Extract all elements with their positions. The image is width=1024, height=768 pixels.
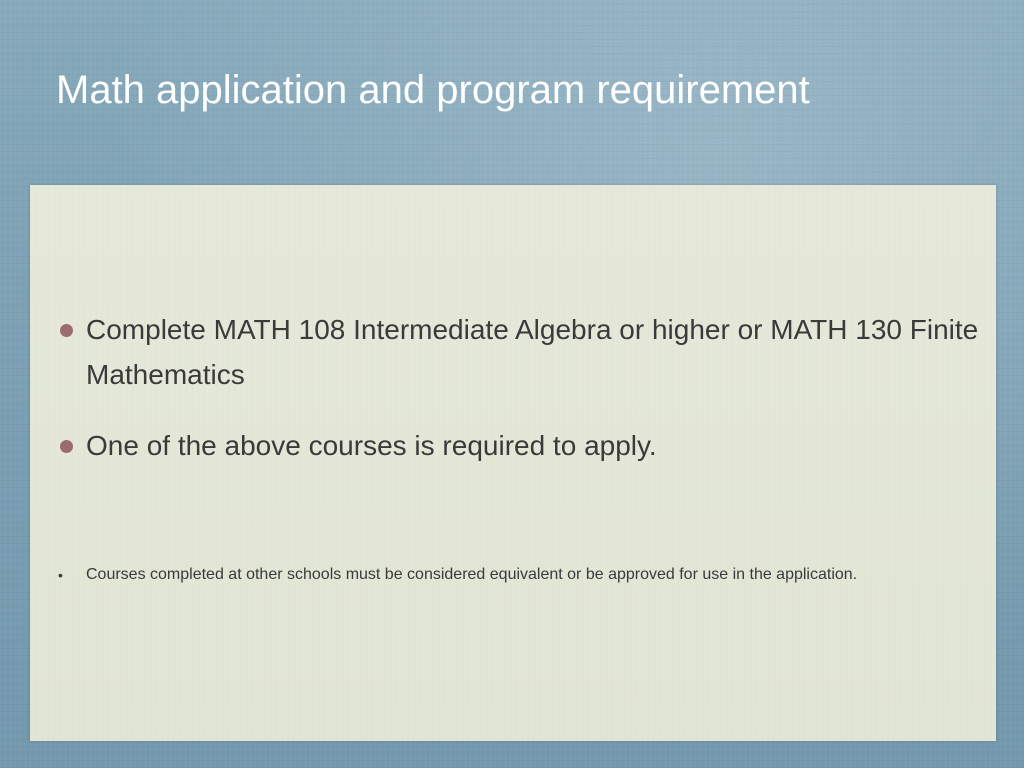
slide-title: Math application and program requirement: [56, 68, 810, 112]
bullet-dot-icon: [60, 324, 73, 337]
footnote-text: Courses completed at other schools must be considered equivalent or be approved for use in the application.: [86, 566, 858, 583]
bullet-text: One of the above courses is required to apply.: [86, 430, 657, 461]
footnote-item: [58, 561, 966, 589]
content-panel: [30, 185, 996, 741]
bullet-text: Complete MATH 108 Intermediate Algebra or higher or MATH 130 Finite Mathematics: [86, 314, 979, 390]
footnote-bullet-icon: •: [58, 567, 63, 583]
bullet-item: [86, 307, 996, 397]
bullet-item: [86, 423, 996, 468]
bullet-dot-icon: [60, 440, 73, 453]
